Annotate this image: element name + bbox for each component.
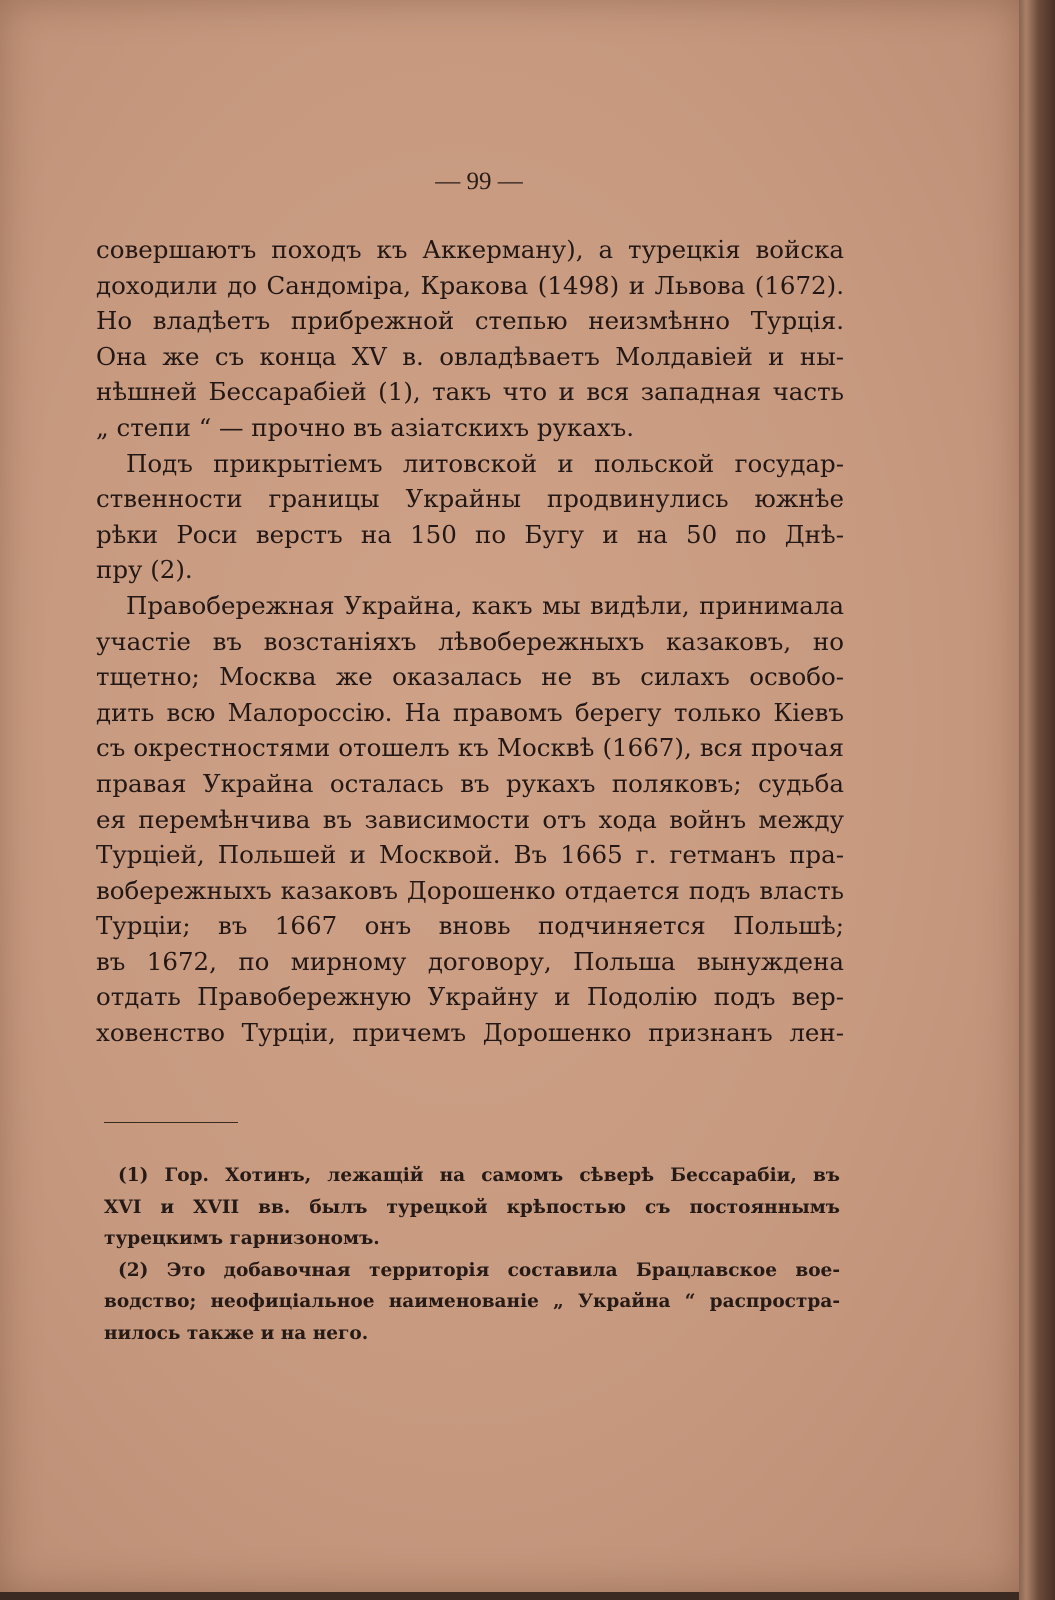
footnote-divider bbox=[104, 1122, 238, 1123]
text-line: вобережныхъ казаковъ Дорошенко отдается подъ власть bbox=[96, 875, 844, 905]
text-line: Турціи; въ 1667 онъ вновь подчиняется Польшѣ; bbox=[96, 911, 844, 941]
footnote-line: XVI и XVII вв. былъ турецкой крѣпостью съ постояннымъ bbox=[104, 1196, 840, 1218]
text-line: Она же съ конца XV в. овладѣваетъ Молдавіей и ны- bbox=[96, 341, 844, 371]
text-line: участіе въ возстаніяхъ лѣвобережныхъ казаковъ, но bbox=[96, 626, 844, 656]
text-line: ственности границы Украйны продвинулись южнѣе bbox=[96, 484, 844, 514]
text-line: тщетно; Москва же оказалась не въ силахъ освобо- bbox=[96, 662, 844, 692]
text-line: Но владѣетъ прибрежной степью неизмѣнно Турція. bbox=[96, 306, 844, 336]
footnote-line: (1) Гор. Хотинъ, лежащій на самомъ сѣверѣ Бессарабіи, въ bbox=[118, 1165, 840, 1186]
text-line: ховенство Турціи, причемъ Дорошенко признанъ лен- bbox=[96, 1018, 844, 1048]
text-line: Турціей, Польшей и Москвой. Въ 1665 г. гетманъ пра- bbox=[96, 840, 844, 870]
main-text bbox=[96, 232, 844, 1051]
text-line: въ 1672, по мирному договору, Польша вынуждена bbox=[96, 946, 844, 976]
footnote-line: (2) Это добавочная территорія составила Брацлавское вое- bbox=[118, 1259, 840, 1281]
text-line: нѣшней Бессарабіей (1), такъ что и вся западная часть bbox=[96, 377, 844, 407]
footnote-line: турецкимъ гарнизономъ. bbox=[104, 1228, 380, 1249]
text-line: доходили до Сандоміра, Кракова (1498) и Львова (1672). bbox=[96, 270, 844, 300]
footnotes bbox=[104, 1160, 840, 1349]
footnote-line: водство; неофиціальное наименованіе „ Украйна “ распростра- bbox=[104, 1291, 840, 1312]
text-line: ея перемѣнчива въ зависимости отъ хода войнъ между bbox=[96, 804, 844, 834]
text-line: Подъ прикрытіемъ литовской и польской государ- bbox=[126, 448, 844, 478]
text-line: пру (2). bbox=[96, 555, 193, 585]
text-line: Правобережная Украйна, какъ мы видѣли, принимала bbox=[126, 590, 844, 620]
page-edge bbox=[1019, 0, 1055, 1600]
text-line: съ окрестностями отошелъ къ Москвѣ (1667), вся прочая bbox=[96, 733, 844, 763]
text-line: рѣки Роси верстъ на 150 по Бугу и на 50 по Днѣ- bbox=[96, 519, 844, 549]
footnote-line: нилось также и на него. bbox=[104, 1322, 369, 1344]
text-line: „ степи “ — прочно въ азіатскихъ рукахъ. bbox=[96, 412, 635, 442]
text-line: совершаютъ походъ къ Аккерману), а турецкія войска bbox=[96, 235, 844, 264]
page-number: — 99 — bbox=[435, 168, 523, 195]
text-line: дить всю Малороссію. На правомъ берегу только Кіевъ bbox=[96, 697, 844, 727]
text-line: отдать Правобережную Украйну и Подолію подъ вер- bbox=[96, 982, 844, 1012]
text-line: правая Украйна осталась въ рукахъ поляковъ; судьба bbox=[96, 768, 844, 798]
